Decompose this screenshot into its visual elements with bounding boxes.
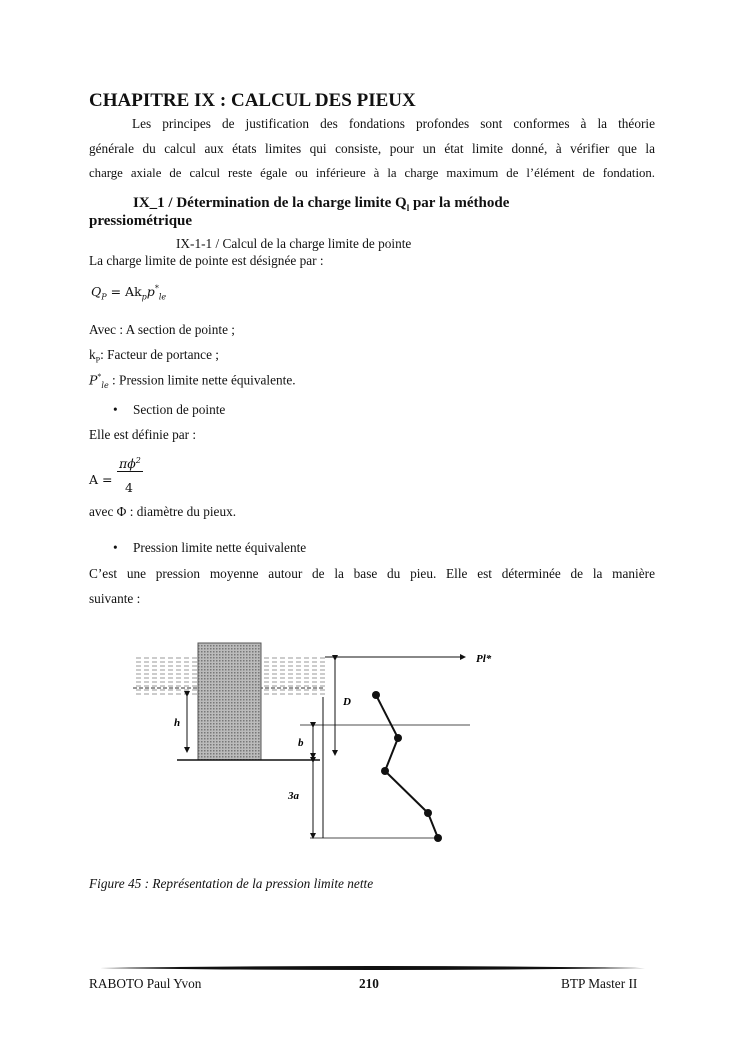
footer-course: BTP Master II	[561, 976, 638, 991]
intro-line: charge axiale de calcul reste égale ou inférieure à la charge maximum de l’élément de fondation.	[89, 166, 655, 180]
paragraph: Avec : A section de pointe ;	[89, 322, 235, 337]
label-3a: 3a	[288, 790, 299, 802]
intro-line: Les principes de justification des fondations profondes sont conformes à la théorie	[132, 116, 655, 131]
label-h: h	[174, 717, 181, 729]
intro-line: générale du calcul aux états limites qui consiste, pour un état limite donné, à vérifier que la	[89, 141, 655, 156]
footer-page-number: 210	[359, 976, 379, 991]
footer-rule	[100, 964, 645, 972]
section-heading-cont: pressiométrique	[89, 213, 193, 229]
paragraph: C’est une pression moyenne autour de la base du pieu. Elle est déterminée de la manière	[89, 566, 655, 581]
label-d: D	[343, 696, 351, 708]
paragraph: suivante :	[89, 591, 141, 606]
paragraph: avec Φ : diamètre du pieux.	[89, 504, 237, 519]
pile	[198, 643, 261, 760]
label-pl: Pl*	[476, 653, 492, 665]
subsection-heading: IX-1-1 / Calcul de la charge limite de pointe	[176, 236, 412, 251]
label-b: b	[298, 737, 304, 749]
formula-qp: $Q_P = Ak_pp^*_{le}$	[91, 284, 167, 302]
footer-author: RABOTO Paul Yvon	[89, 976, 202, 991]
figure-caption: Figure 45 : Représentation de la pression limite nette	[89, 876, 374, 891]
paragraph: $P^*_{le}$ : Pression limite nette équivalente.	[89, 372, 296, 391]
section-heading: IX_1 / Détermination de la charge limite $Q_l$ par la méthode	[133, 195, 510, 213]
paragraph: $k_P$: Facteur de portance ;	[89, 347, 219, 365]
bullet-item: • Pression limite nette équivalente	[133, 540, 306, 556]
chapter-title: CHAPITRE IX : CALCUL DES PIEUX	[89, 90, 416, 111]
paragraph: Elle est définie par :	[89, 427, 197, 442]
paragraph: La charge limite de pointe est désignée par :	[89, 253, 324, 268]
bullet-item: • Section de pointe	[133, 402, 225, 418]
